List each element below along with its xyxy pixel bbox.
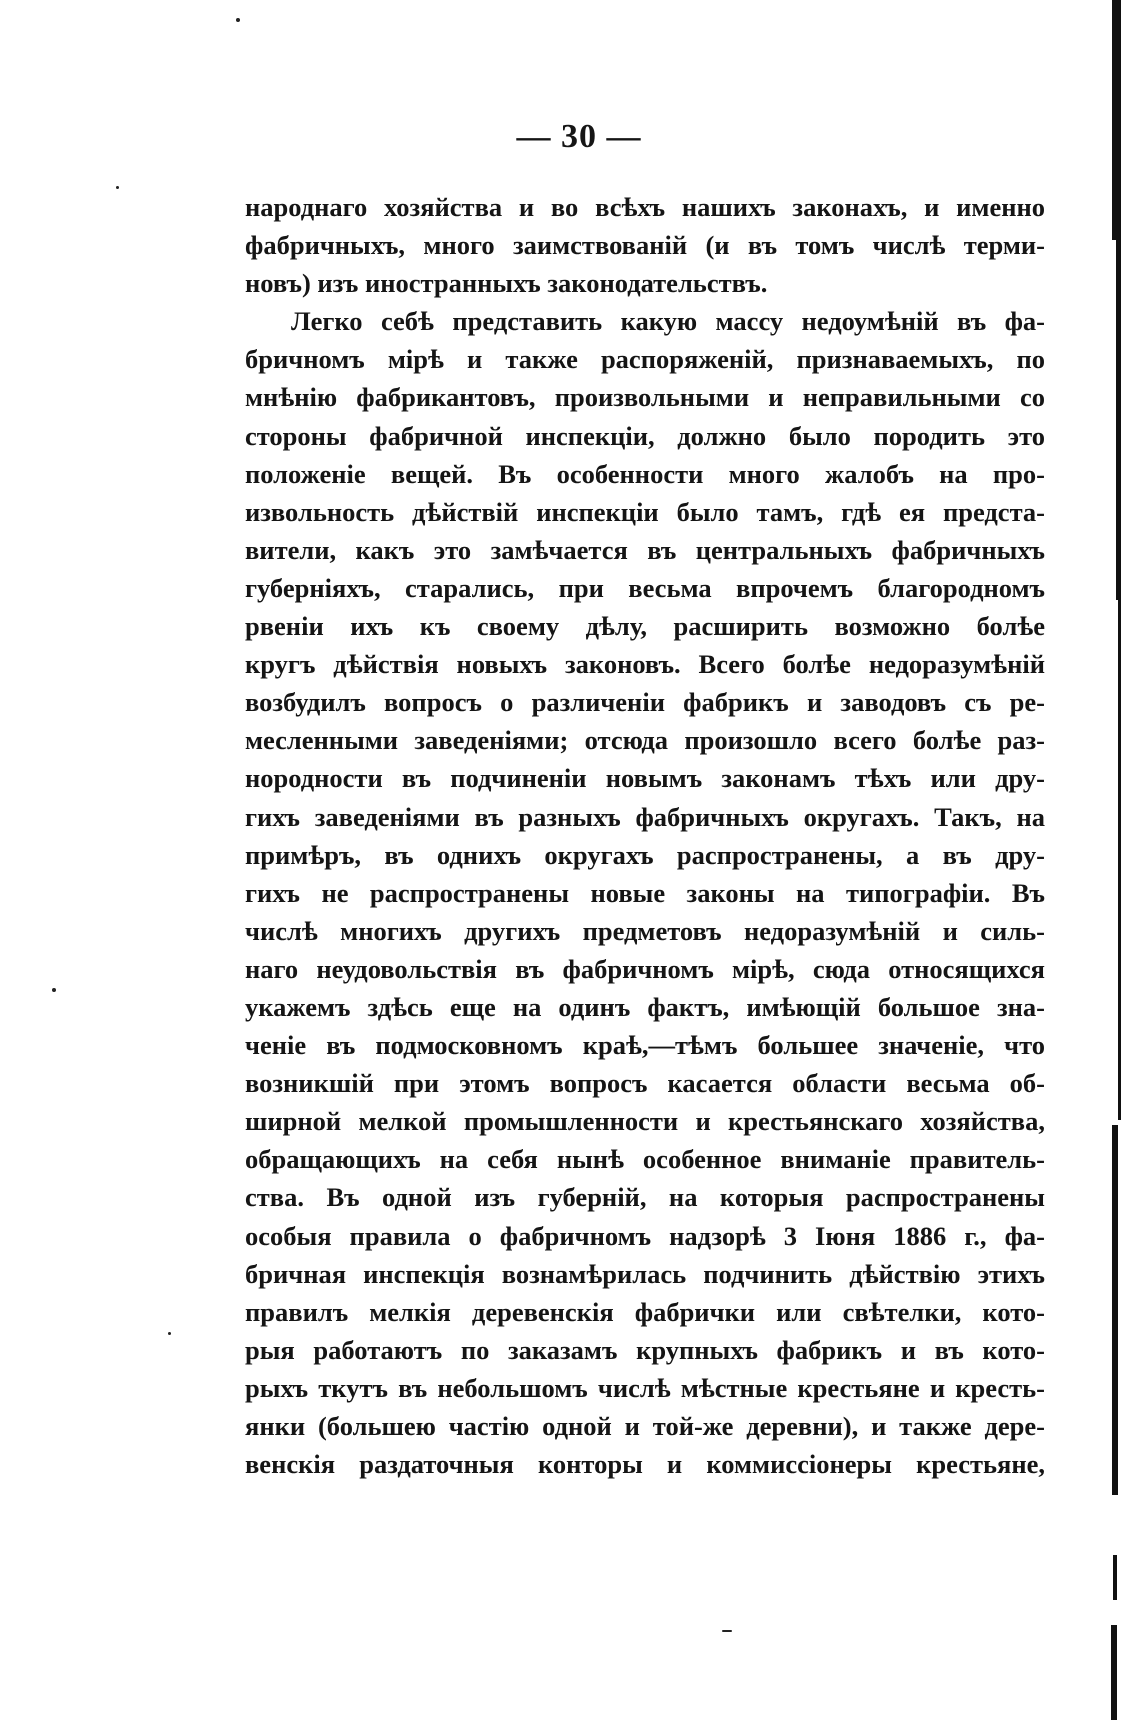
text-line: бричная инспекція вознамѣрилась подчинить дѣйствію этихъ <box>245 1258 1045 1289</box>
text-line: примѣръ, въ однихъ округахъ распространены, а въ дру- <box>245 839 1045 870</box>
page-number-text: — 30 — <box>516 118 642 155</box>
text-line: возникшій при этомъ вопросъ касается области весьма об- <box>245 1068 1045 1099</box>
text-line: народнаго хозяйства и во всѣхъ нашихъ законахъ, и именно <box>245 192 1045 222</box>
scan-edge-line <box>1111 1625 1117 1720</box>
text-line: укажемъ здѣсь еще на одинъ фактъ, имѣющій большое зна- <box>245 991 1045 1022</box>
text-line: гихъ не распространены новые законы на типографіи. Въ <box>245 877 1045 908</box>
text-line: ширной мелкой промышленности и крестьянскаго хозяйства, <box>245 1106 1045 1137</box>
text-line: кругъ дѣйствія новыхъ законовъ. Всего болѣе недоразумѣній <box>245 649 1045 680</box>
text-line: новъ) изъ иностранныхъ законодательствъ. <box>245 268 768 299</box>
scan-speck <box>236 18 240 22</box>
text-line: фабричныхъ, много заимствованій (и въ томъ числѣ терми- <box>245 230 1045 261</box>
page-number <box>0 118 1140 156</box>
text-line: рыя работаютъ по заказамъ крупныхъ фабрикъ и въ кото- <box>245 1334 1045 1365</box>
text-line: месленными заведеніями; отсюда произошло всего болѣе раз- <box>245 725 1045 756</box>
text-line: янки (большею частію одной и той-же деревни), и также дере- <box>245 1411 1045 1441</box>
text-line: Легко себѣ представить какую массу недоумѣній въ фа- <box>291 306 1045 337</box>
text-line: ченіе въ подмосковномъ краѣ,—тѣмъ большее значеніе, что <box>245 1030 1045 1061</box>
scan-edge-line <box>1112 0 1121 240</box>
scan-speck <box>52 988 56 992</box>
text-line: бричномъ мірѣ и также распоряженій, признаваемыхъ, по <box>245 344 1045 375</box>
text-line: венскія раздаточныя конторы и коммиссіонеры крестьяне, <box>245 1449 1045 1480</box>
text-line: рыхъ ткутъ въ небольшомъ числѣ мѣстные крестьяне и кресть- <box>245 1372 1045 1403</box>
text-line: гихъ заведеніями въ разныхъ фабричныхъ округахъ. Такъ, на <box>245 801 1045 832</box>
text-line: наго неудовольствія въ фабричномъ мірѣ, сюда относящихся <box>245 953 1045 984</box>
body-text <box>245 188 1045 1483</box>
text-line: рвеніи ихъ къ своему дѣлу, расширить возможно болѣе <box>245 611 1045 642</box>
text-line: мнѣнію фабрикантовъ, произвольными и неправильными со <box>245 382 1045 413</box>
scan-edge-line <box>1118 600 1121 1120</box>
scan-speck <box>116 186 119 189</box>
text-line: вители, какъ это замѣчается въ центральныхъ фабричныхъ <box>245 534 1045 565</box>
text-line: правилъ мелкія деревенскія фабрички или свѣтелки, кото- <box>245 1296 1045 1327</box>
text-line: стороны фабричной инспекціи, должно было породить это <box>245 420 1045 451</box>
text-line: извольность дѣйствій инспекціи было тамъ, гдѣ ея предста- <box>245 496 1045 527</box>
scan-edge-line <box>1116 240 1121 600</box>
text-line: возбудилъ вопросъ о различеніи фабрикъ и заводовъ съ ре- <box>245 687 1045 718</box>
scan-speck <box>722 1630 732 1632</box>
text-line: губерніяхъ, старались, при весьма впрочемъ благородномъ <box>245 572 1045 603</box>
scan-edge-line <box>1112 1125 1118 1495</box>
text-line: ства. Въ одной изъ губерній, на которыя распространены <box>245 1182 1045 1213</box>
scan-edge-line <box>1113 1555 1117 1600</box>
scan-speck <box>168 1332 171 1335</box>
text-line: обращающихъ на себя нынѣ особенное вниманіе правитель- <box>245 1144 1045 1175</box>
text-line: числѣ многихъ другихъ предметовъ недоразумѣній и силь- <box>245 915 1045 946</box>
text-line: нородности въ подчиненіи новымъ законамъ тѣхъ или дру- <box>245 763 1045 794</box>
text-line: особыя правила о фабричномъ надзорѣ 3 Іюня 1886 г., фа- <box>245 1220 1045 1251</box>
text-line: положеніе вещей. Въ особенности много жалобъ на про- <box>245 458 1045 489</box>
